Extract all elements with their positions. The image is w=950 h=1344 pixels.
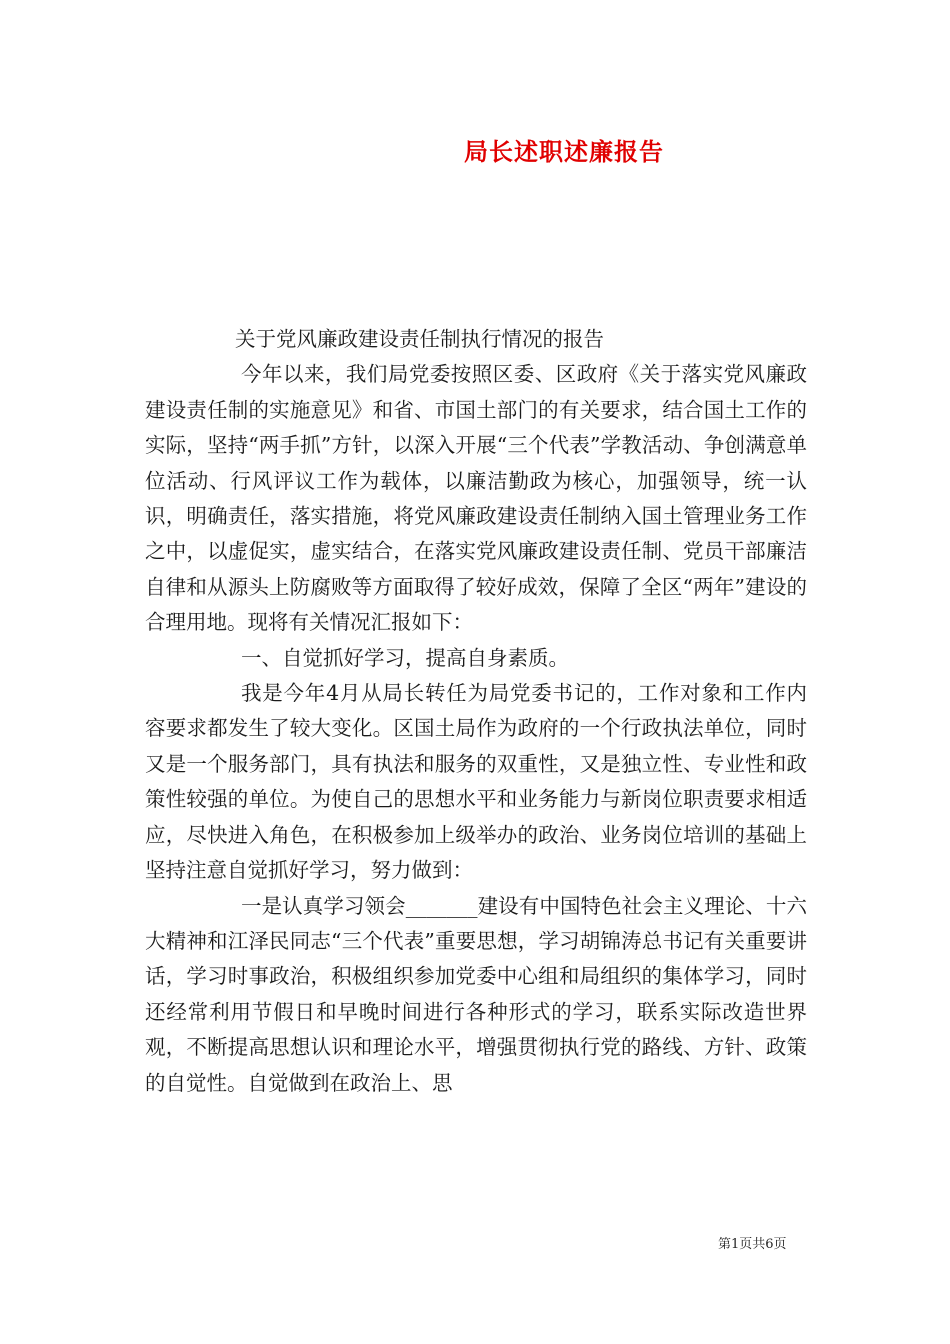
paragraph-intro: 今年以来，我们局党委按照区委、区政府《关于落实党风廉政建设责任制的实施意见》和省、市国土部门的有关要求，结合国土工作的实际，坚持“两手抓”方针，以深入开展“三个代表”学教活动、争创满意单位活动、行风评议工作为载体，以廉洁勤政为核心，加强领导，统一认识，明确责任，落实措施，将党风廉政建设责任制纳入国土管理业务工作之中，以虚促实，虚实结合，在落实党风廉政建设责任制、党员干部廉洁自律和从源头上防腐败等方面取得了较好成效，保障了全区“两年”建设的合理用地。现将有关情况汇报如下： (145, 362, 807, 635)
document-body (145, 322, 807, 1101)
document-title: 局长述职述廉报告 (464, 137, 664, 166)
paragraph-section-1: 我是今年4月从局长转任为局党委书记的，工作对象和工作内容要求都发生了较大变化。区国土局作为政府的一个行政执法单位，同时又是一个服务部门，具有执法和服务的双重性，又是独立性、专业性和政策性较强的单位。为使自己的思想水平和业务能力与新岗位职责要求相适应，尽快进入角色，在积极参加上级举办的政治、业务岗位培训的基础上坚持注意自觉抓好学习，努力做到： (145, 681, 807, 883)
page-indicator: 第1页共6页 (718, 1237, 787, 1252)
document-subtitle: 关于党风廉政建设责任制执行情况的报告 (235, 327, 604, 351)
section-heading-1: 一、自觉抓好学习，提高自身素质。 (241, 645, 569, 670)
paragraph-point-1: 一是认真学习领会_______建设有中国特色社会主义理论、十六大精神和江泽民同志“三个代表”重要思想，学习胡锦涛总书记有关重要讲话，学习时事政治，积极组织参加党委中心组和局组织的集体学习，同时还经常利用节假日和早晚时间进行各种形式的学习，联系实际改造世界观，不断提高思想认识和理论水平，增强贯彻执行党的路线、方针、政策的自觉性。自觉做到在政治上、思 (145, 893, 807, 1095)
